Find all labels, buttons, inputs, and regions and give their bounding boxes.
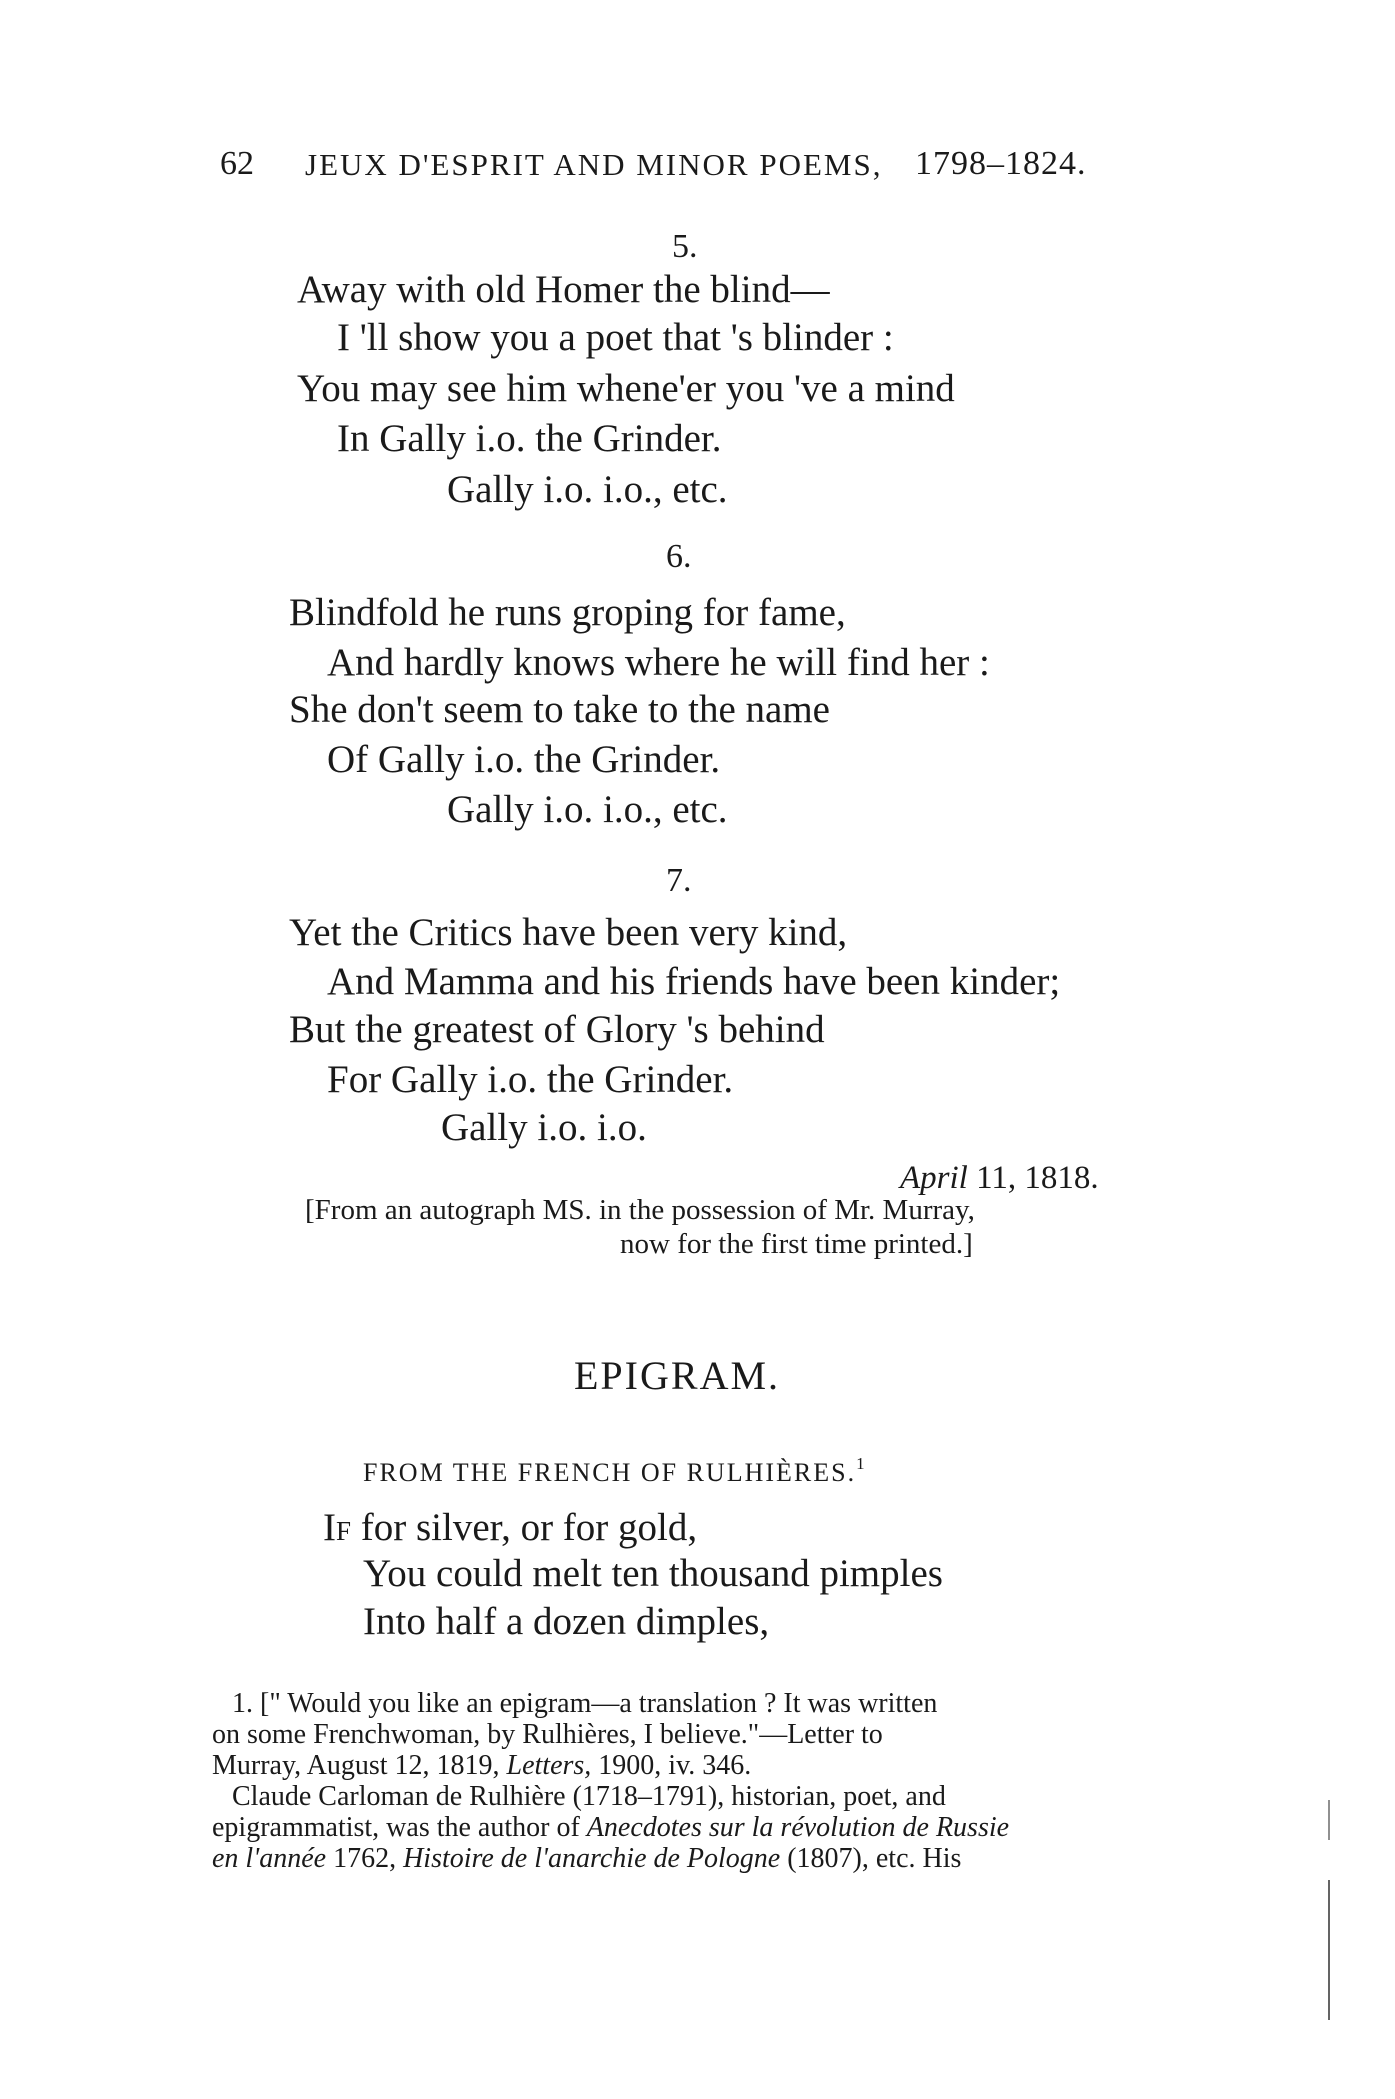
- dateline: [900, 1160, 1099, 1197]
- verse-line: You may see him whene'er you 've a mind: [297, 367, 955, 410]
- source-note-line: [From an autograph MS. in the possession of Mr. Murray,: [305, 1194, 975, 1226]
- footnote-text: (1807), etc. His: [780, 1843, 962, 1874]
- initial-word: If: [323, 1506, 352, 1549]
- footnote-line: Claude Carloman de Rulhière (1718–1791), historian, poet, and: [232, 1781, 946, 1812]
- footnote-line: [212, 1750, 751, 1782]
- verse-line: [323, 1508, 697, 1547]
- footnote-line: 1. [" Would you like an epigram—a translation ? It was written: [232, 1688, 938, 1719]
- dateline-day-year: 11, 1818.: [976, 1160, 1099, 1196]
- verse-line: In Gally i.o. the Grinder.: [337, 417, 722, 460]
- verse-line: I 'll show you a poet that 's blinder :: [337, 316, 894, 359]
- verse-line-rest: for silver, or for gold,: [351, 1506, 698, 1549]
- verse-line: Away with old Homer the blind—: [297, 268, 830, 311]
- verse-refrain: Gally i.o. i.o.: [441, 1106, 647, 1149]
- page-number: 62: [220, 145, 254, 182]
- verse-line: For Gally i.o. the Grinder.: [327, 1058, 734, 1101]
- footnote-italic: en l'année: [212, 1843, 327, 1874]
- scan-edge-mark: [1328, 1880, 1330, 2020]
- verse-refrain: Gally i.o. i.o., etc.: [447, 788, 728, 831]
- stanza-number-7: 7.: [666, 862, 692, 899]
- poem-subtitle-text: FROM THE FRENCH OF RULHIÈRES.: [363, 1458, 857, 1487]
- footnote-text: epigrammatist, was the author of: [212, 1812, 587, 1843]
- stanza-number-5: 5.: [672, 228, 698, 265]
- running-title: JEUX D'ESPRIT AND MINOR POEMS,: [305, 147, 883, 182]
- footnote-italic: Anecdotes sur la révolution de Russie: [586, 1812, 1010, 1843]
- scan-edge-mark: [1328, 1800, 1330, 1840]
- footnote-text: 1762,: [326, 1843, 404, 1874]
- verse-line: But the greatest of Glory 's behind: [289, 1008, 825, 1051]
- verse-line: Yet the Critics have been very kind,: [289, 911, 848, 954]
- running-title-years: 1798–1824.: [915, 145, 1087, 182]
- poem-title: EPIGRAM.: [574, 1353, 781, 1398]
- stanza-number-6: 6.: [666, 538, 692, 575]
- footnote-marker: 1: [856, 1454, 867, 1473]
- source-note-line: now for the first time printed.]: [620, 1228, 973, 1260]
- footnote-line: [212, 1812, 1009, 1844]
- verse-line: She don't seem to take to the name: [289, 688, 830, 731]
- verse-line: Blindfold he runs groping for fame,: [289, 591, 846, 634]
- footnote-italic: Histoire de l'anarchie de Pologne: [403, 1843, 781, 1874]
- footnote-text: Murray, August 12, 1819,: [212, 1750, 507, 1781]
- verse-line: Into half a dozen dimples,: [363, 1600, 770, 1643]
- verse-line: And hardly knows where he will find her :: [327, 641, 990, 684]
- footnote-italic: Letters,: [506, 1750, 592, 1781]
- verse-line: And Mamma and his friends have been kinder;: [327, 960, 1061, 1003]
- footnote-text: 1900, iv. 346.: [591, 1750, 752, 1781]
- verse-line: Of Gally i.o. the Grinder.: [327, 738, 721, 781]
- footnote-line: [212, 1843, 961, 1875]
- verse-line: You could melt ten thousand pimples: [363, 1552, 943, 1595]
- poem-subtitle: [363, 1454, 867, 1488]
- verse-refrain: Gally i.o. i.o., etc.: [447, 468, 728, 511]
- footnote-line: on some Frenchwoman, by Rulhières, I believe."—Letter to: [212, 1719, 883, 1750]
- dateline-month: April: [900, 1160, 968, 1196]
